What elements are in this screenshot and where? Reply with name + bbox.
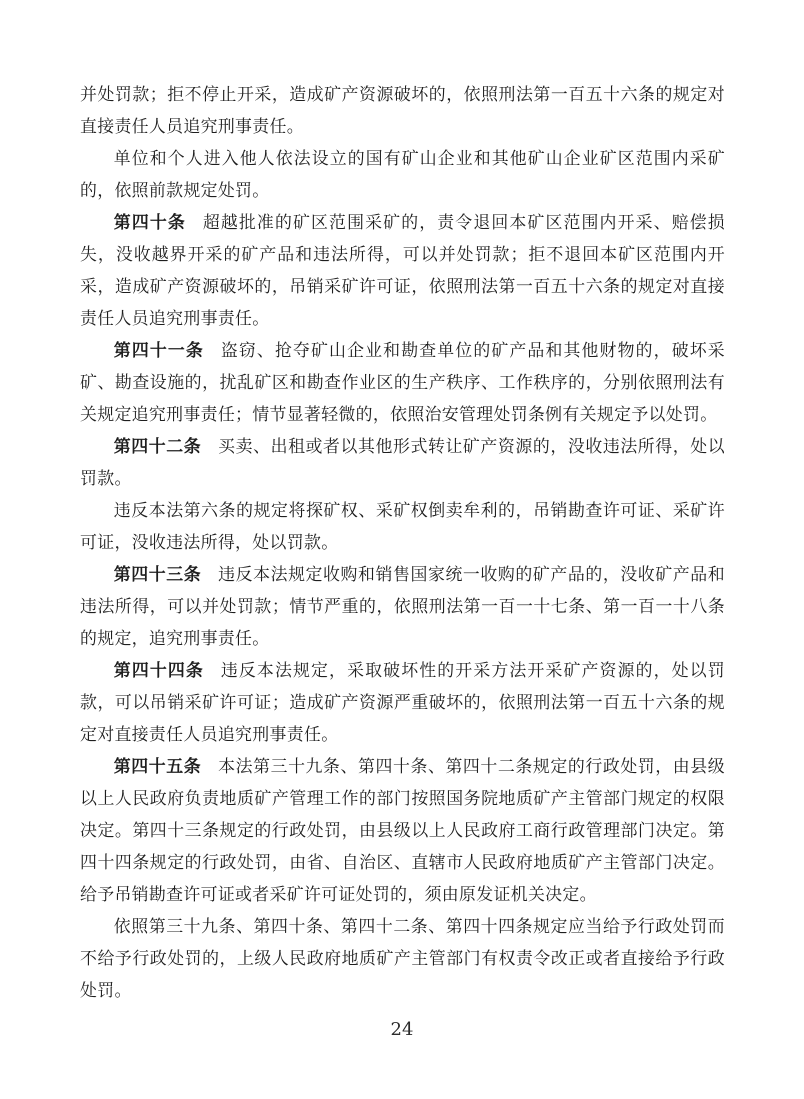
article-43-number: 第四十三条 <box>113 565 202 584</box>
article-42-number: 第四十二条 <box>113 437 202 456</box>
paragraph-article-39-clause-2 <box>80 143 725 207</box>
body-text <box>80 79 725 1007</box>
article-42-text: 买卖、出租或者以其他形式转让矿产资源的，没收违法所得，处以罚款。 <box>80 437 725 488</box>
article-44-number: 第四十四条 <box>113 661 204 680</box>
paragraph-continuation-article-39 <box>80 79 725 143</box>
paragraph-article-42-clause-2 <box>80 495 725 559</box>
article-43-text: 违反本法规定收购和销售国家统一收购的矿产品的，没收矿产品和违法所得，可以并处罚款；情节严重的，依照刑法第一百一十七条、第一百一十八条的规定，追究刑事责任。 <box>80 565 725 648</box>
paragraph-article-43 <box>80 559 725 655</box>
article-44-text: 违反本法规定，采取破坏性的开采方法开采矿产资源的，处以罚款，可以吊销采矿许可证；造成矿产资源严重破坏的，依照刑法第一百五十六条的规定对直接责任人员追究刑事责任。 <box>80 661 725 744</box>
article-40-text: 超越批准的矿区范围采矿的，责令退回本矿区范围内开采、赔偿损失，没收越界开采的矿产品和违法所得，可以并处罚款；拒不退回本矿区范围内开采，造成矿产资源破坏的，吊销采矿许可证，依照刑法第一百五十六条的规定对直接责任人员追究刑事责任。 <box>80 213 725 328</box>
paragraph-article-45 <box>80 751 725 911</box>
article-45-text: 本法第三十九条、第四十条、第四十二条规定的行政处罚，由县级以上人民政府负责地质矿产管理工作的部门按照国务院地质矿产主管部门规定的权限决定。第四十三条规定的行政处罚，由县级以上人民政府工商行政管理部门决定。第四十四条规定的行政处罚，由省、自治区、直辖市人民政府地质矿产主管部门决定。给予吊销勘查许可证或者采矿许可证处罚的，须由原发证机关决定。 <box>80 757 725 904</box>
paragraph-text: 单位和个人进入他人依法设立的国有矿山企业和其他矿山企业矿区范围内采矿的，依照前款规定处罚。 <box>80 149 725 200</box>
paragraph-article-44 <box>80 655 725 751</box>
article-41-text: 盗窃、抢夺矿山企业和勘查单位的矿产品和其他财物的，破坏采矿、勘查设施的，扰乱矿区和勘查作业区的生产秩序、工作秩序的，分别依照刑法有关规定追究刑事责任；情节显著轻微的，依照治安管理处罚条例有关规定予以处罚。 <box>80 341 725 424</box>
paragraph-text: 依照第三十九条、第四十条、第四十二条、第四十四条规定应当给予行政处罚而不给予行政处罚的，上级人民政府地质矿产主管部门有权责令改正或者直接给予行政处罚。 <box>80 917 725 1000</box>
article-40-number: 第四十条 <box>113 213 186 232</box>
paragraph-article-42 <box>80 431 725 495</box>
paragraph-article-40 <box>80 207 725 335</box>
paragraph-article-45-clause-2 <box>80 911 725 1007</box>
paragraph-text: 并处罚款；拒不停止开采，造成矿产资源破坏的，依照刑法第一百五十六条的规定对直接责任人员追究刑事责任。 <box>80 85 725 136</box>
paragraph-article-41 <box>80 335 725 431</box>
article-41-number: 第四十一条 <box>113 341 204 360</box>
paragraph-text: 违反本法第六条的规定将探矿权、采矿权倒卖牟利的，吊销勘查许可证、采矿许可证，没收违法所得，处以罚款。 <box>80 501 725 552</box>
page-number: 24 <box>390 1019 414 1040</box>
article-45-number: 第四十五条 <box>113 757 202 776</box>
